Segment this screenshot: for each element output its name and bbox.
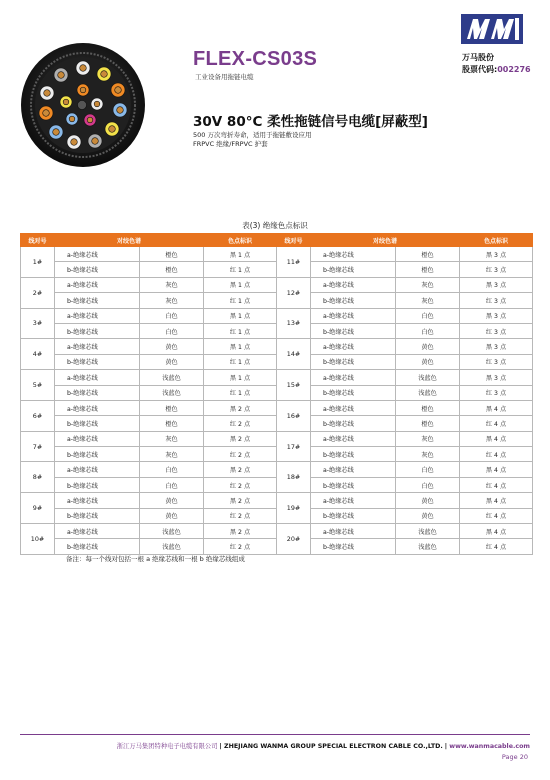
product-subtitle: 工业设备用拖链电缆 (195, 73, 254, 81)
wire-a-color: 白色 (396, 462, 460, 477)
wire-a-label: a-绝缘芯线 (311, 400, 396, 415)
wire-a-color: 灰色 (140, 431, 204, 446)
table-header-row (21, 234, 533, 247)
wire-a-color: 橙色 (140, 247, 204, 262)
wire-a-color: 灰色 (396, 431, 460, 446)
wire-a-label: a-绝缘芯线 (311, 462, 396, 477)
wire-b-color: 浅蓝色 (396, 539, 460, 554)
wire-a-label: a-绝缘芯线 (55, 431, 140, 446)
wire-a-label: a-绝缘芯线 (311, 247, 396, 262)
wire-a-color: 黄色 (140, 493, 204, 508)
wire-a-color: 浅蓝色 (140, 524, 204, 539)
wire-a-dots: 黑 2 点 (204, 524, 277, 539)
page-number: Page 20 (501, 753, 528, 761)
wire-b-label: b-绝缘芯线 (311, 354, 396, 369)
wire-a-dots: 黑 2 点 (204, 431, 277, 446)
table-body (21, 247, 533, 555)
wire-b-color: 灰色 (140, 447, 204, 462)
wire-b-dots: 红 2 点 (204, 477, 277, 492)
wire-b-dots: 红 4 点 (460, 539, 533, 554)
wire-b-label: b-绝缘芯线 (55, 293, 140, 308)
pair-number: 2# (21, 277, 55, 308)
pair-number: 15# (277, 370, 311, 401)
pair-number: 3# (21, 308, 55, 339)
wire-a-dots: 黑 4 点 (460, 462, 533, 477)
table-row (21, 493, 533, 508)
wire-b-label: b-绝缘芯线 (55, 354, 140, 369)
company-name: 万马股份 (462, 53, 494, 62)
header-pair-no: 线对号 (21, 234, 55, 247)
product-headline: 30V 80°C 柔性拖链信号电缆[屏蔽型] (193, 114, 428, 130)
wire-b-dots: 红 2 点 (204, 447, 277, 462)
wire-b-label: b-绝缘芯线 (55, 262, 140, 277)
wire-a-color: 浅蓝色 (396, 524, 460, 539)
wire-b-dots: 红 3 点 (460, 354, 533, 369)
table-row (21, 431, 533, 446)
pair-number: 13# (277, 308, 311, 339)
wire-a-dots: 黑 1 点 (204, 370, 277, 385)
wire-a-label: a-绝缘芯线 (55, 462, 140, 477)
wanma-logo-icon (461, 14, 523, 44)
wire-b-color: 浅蓝色 (140, 539, 204, 554)
wire-a-color: 橙色 (396, 400, 460, 415)
table-row (21, 370, 533, 385)
table-row (21, 400, 533, 415)
wire-b-label: b-绝缘芯线 (311, 385, 396, 400)
wire-b-label: b-绝缘芯线 (311, 477, 396, 492)
wire-b-dots: 红 2 点 (204, 416, 277, 431)
wire-b-color: 黄色 (140, 354, 204, 369)
wire-b-label: b-绝缘芯线 (55, 323, 140, 338)
wire-b-label: b-绝缘芯线 (55, 477, 140, 492)
pair-number: 7# (21, 431, 55, 462)
table-row (21, 524, 533, 539)
pair-number: 20# (277, 524, 311, 555)
wire-b-dots: 红 1 点 (204, 354, 277, 369)
wire-b-dots: 红 3 点 (460, 323, 533, 338)
pair-number: 4# (21, 339, 55, 370)
wire-a-color: 黄色 (140, 339, 204, 354)
wire-a-label: a-绝缘芯线 (311, 277, 396, 292)
product-code: FLEX-CS03S (193, 48, 318, 70)
wire-b-dots: 红 1 点 (204, 323, 277, 338)
header-twist-colors: 对绞色谱 (311, 234, 460, 247)
wire-a-color: 白色 (140, 462, 204, 477)
wire-a-label: a-绝缘芯线 (311, 493, 396, 508)
wire-b-label: b-绝缘芯线 (311, 447, 396, 462)
wire-b-label: b-绝缘芯线 (55, 447, 140, 462)
wire-b-dots: 红 3 点 (460, 293, 533, 308)
product-description (193, 131, 311, 149)
pair-number: 11# (277, 247, 311, 278)
wire-b-dots: 红 2 点 (204, 539, 277, 554)
wire-a-color: 灰色 (140, 277, 204, 292)
wire-a-dots: 黑 4 点 (460, 431, 533, 446)
wire-a-color: 浅蓝色 (140, 370, 204, 385)
table-note: 备注：每一个线对包括一根 a 绝缘芯线和一根 b 绝缘芯线组成 (66, 555, 245, 563)
header-pair-no: 线对号 (277, 234, 311, 247)
pair-number: 9# (21, 493, 55, 524)
table-row (21, 308, 533, 323)
wire-a-color: 灰色 (396, 277, 460, 292)
footer-company-en: ZHEJIANG WANMA GROUP SPECIAL ELECTRON CABLE CO.,LTD. (224, 743, 443, 750)
pair-number: 6# (21, 400, 55, 431)
cable-cross-section-image (20, 42, 146, 168)
wire-a-dots: 黑 3 点 (460, 308, 533, 323)
wire-b-dots: 红 1 点 (204, 385, 277, 400)
wire-b-dots: 红 2 点 (204, 508, 277, 523)
wire-a-dots: 黑 1 点 (204, 277, 277, 292)
wire-b-color: 橙色 (140, 262, 204, 277)
pair-number: 18# (277, 462, 311, 493)
insulation-color-table (20, 233, 533, 555)
header-twist-colors: 对绞色谱 (55, 234, 204, 247)
wire-b-color: 橙色 (396, 416, 460, 431)
wire-b-label: b-绝缘芯线 (311, 323, 396, 338)
pair-number: 10# (21, 524, 55, 555)
table-caption: 表(3) 绝缘色点标识 (242, 221, 308, 230)
stock-code: 002276 (497, 65, 531, 74)
wire-a-dots: 黑 3 点 (460, 339, 533, 354)
table-row (21, 247, 533, 262)
wire-b-dots: 红 3 点 (460, 262, 533, 277)
wire-a-label: a-绝缘芯线 (311, 370, 396, 385)
wire-a-label: a-绝缘芯线 (55, 277, 140, 292)
wire-b-label: b-绝缘芯线 (311, 539, 396, 554)
description-line: FRPVC 绝缘/FRPVC 护套 (193, 140, 268, 148)
wire-a-label: a-绝缘芯线 (55, 339, 140, 354)
footer-divider (20, 734, 530, 735)
pair-number: 5# (21, 370, 55, 401)
footer: 浙江万马集团特种电子电缆有限公司 | ZHEJIANG WANMA GROUP SPECIAL ELECTRON CABLE CO.,LTD. | www.wanmacable.com (116, 743, 530, 750)
wire-a-color: 白色 (140, 308, 204, 323)
wire-a-color: 浅蓝色 (396, 370, 460, 385)
wire-a-label: a-绝缘芯线 (55, 493, 140, 508)
wire-a-label: a-绝缘芯线 (311, 308, 396, 323)
pair-number: 12# (277, 277, 311, 308)
wire-b-label: b-绝缘芯线 (311, 508, 396, 523)
wire-a-dots: 黑 3 点 (460, 277, 533, 292)
header-dot-marking: 色点标识 (460, 234, 533, 247)
wire-b-dots: 红 4 点 (460, 508, 533, 523)
wire-b-color: 橙色 (140, 416, 204, 431)
table-row (21, 277, 533, 292)
wire-b-dots: 红 4 点 (460, 447, 533, 462)
wire-a-label: a-绝缘芯线 (311, 524, 396, 539)
wire-b-color: 浅蓝色 (396, 385, 460, 400)
wire-b-label: b-绝缘芯线 (55, 539, 140, 554)
wire-a-color: 橙色 (140, 400, 204, 415)
wire-a-dots: 黑 1 点 (204, 247, 277, 262)
wire-b-dots: 红 3 点 (460, 385, 533, 400)
wire-a-dots: 黑 3 点 (460, 247, 533, 262)
wire-a-dots: 黑 2 点 (204, 400, 277, 415)
wire-a-label: a-绝缘芯线 (55, 308, 140, 323)
wire-b-color: 白色 (396, 323, 460, 338)
footer-company-cn: 浙江万马集团特种电子电缆有限公司 (116, 743, 218, 750)
wire-a-dots: 黑 4 点 (460, 524, 533, 539)
pair-number: 1# (21, 247, 55, 278)
wire-a-color: 白色 (396, 308, 460, 323)
wire-a-color: 黄色 (396, 339, 460, 354)
pair-number: 19# (277, 493, 311, 524)
wire-a-dots: 黑 1 点 (204, 308, 277, 323)
wire-b-label: b-绝缘芯线 (311, 293, 396, 308)
wire-a-dots: 黑 1 点 (204, 339, 277, 354)
wire-a-label: a-绝缘芯线 (55, 524, 140, 539)
wire-b-color: 黄色 (140, 508, 204, 523)
wire-b-color: 白色 (140, 477, 204, 492)
wire-b-dots: 红 4 点 (460, 477, 533, 492)
wire-a-label: a-绝缘芯线 (55, 370, 140, 385)
wire-a-color: 橙色 (396, 247, 460, 262)
wire-a-dots: 黑 2 点 (204, 462, 277, 477)
pair-number: 17# (277, 431, 311, 462)
wire-b-dots: 红 1 点 (204, 293, 277, 308)
wire-a-label: a-绝缘芯线 (55, 247, 140, 262)
wire-b-color: 浅蓝色 (140, 385, 204, 400)
header-dot-marking: 色点标识 (204, 234, 277, 247)
wire-a-dots: 黑 3 点 (460, 370, 533, 385)
footer-website-link[interactable]: www.wanmacable.com (449, 743, 530, 750)
pair-number: 16# (277, 400, 311, 431)
wire-a-color: 黄色 (396, 493, 460, 508)
table-row (21, 462, 533, 477)
wire-a-label: a-绝缘芯线 (311, 431, 396, 446)
pair-number: 8# (21, 462, 55, 493)
wire-b-label: b-绝缘芯线 (311, 416, 396, 431)
wire-a-dots: 黑 2 点 (204, 493, 277, 508)
wire-a-label: a-绝缘芯线 (311, 339, 396, 354)
wire-a-dots: 黑 4 点 (460, 400, 533, 415)
wire-b-dots: 红 1 点 (204, 262, 277, 277)
wire-b-color: 黄色 (396, 354, 460, 369)
wire-b-dots: 红 4 点 (460, 416, 533, 431)
wire-a-dots: 黑 4 点 (460, 493, 533, 508)
stock-label: 股票代码: (462, 65, 498, 74)
wire-b-label: b-绝缘芯线 (55, 385, 140, 400)
wire-b-color: 白色 (396, 477, 460, 492)
wire-b-color: 灰色 (396, 293, 460, 308)
stock-code-line (462, 64, 531, 75)
wire-b-label: b-绝缘芯线 (55, 416, 140, 431)
description-line: 500 万次弯折寿命，适用于拖链敷设应用 (193, 131, 312, 139)
table-row (21, 339, 533, 354)
wire-a-label: a-绝缘芯线 (55, 400, 140, 415)
wire-b-color: 灰色 (140, 293, 204, 308)
wire-b-color: 黄色 (396, 508, 460, 523)
wire-b-color: 灰色 (396, 447, 460, 462)
wire-b-color: 橙色 (396, 262, 460, 277)
wire-b-label: b-绝缘芯线 (311, 262, 396, 277)
pair-number: 14# (277, 339, 311, 370)
wire-b-color: 白色 (140, 323, 204, 338)
wire-b-label: b-绝缘芯线 (55, 508, 140, 523)
